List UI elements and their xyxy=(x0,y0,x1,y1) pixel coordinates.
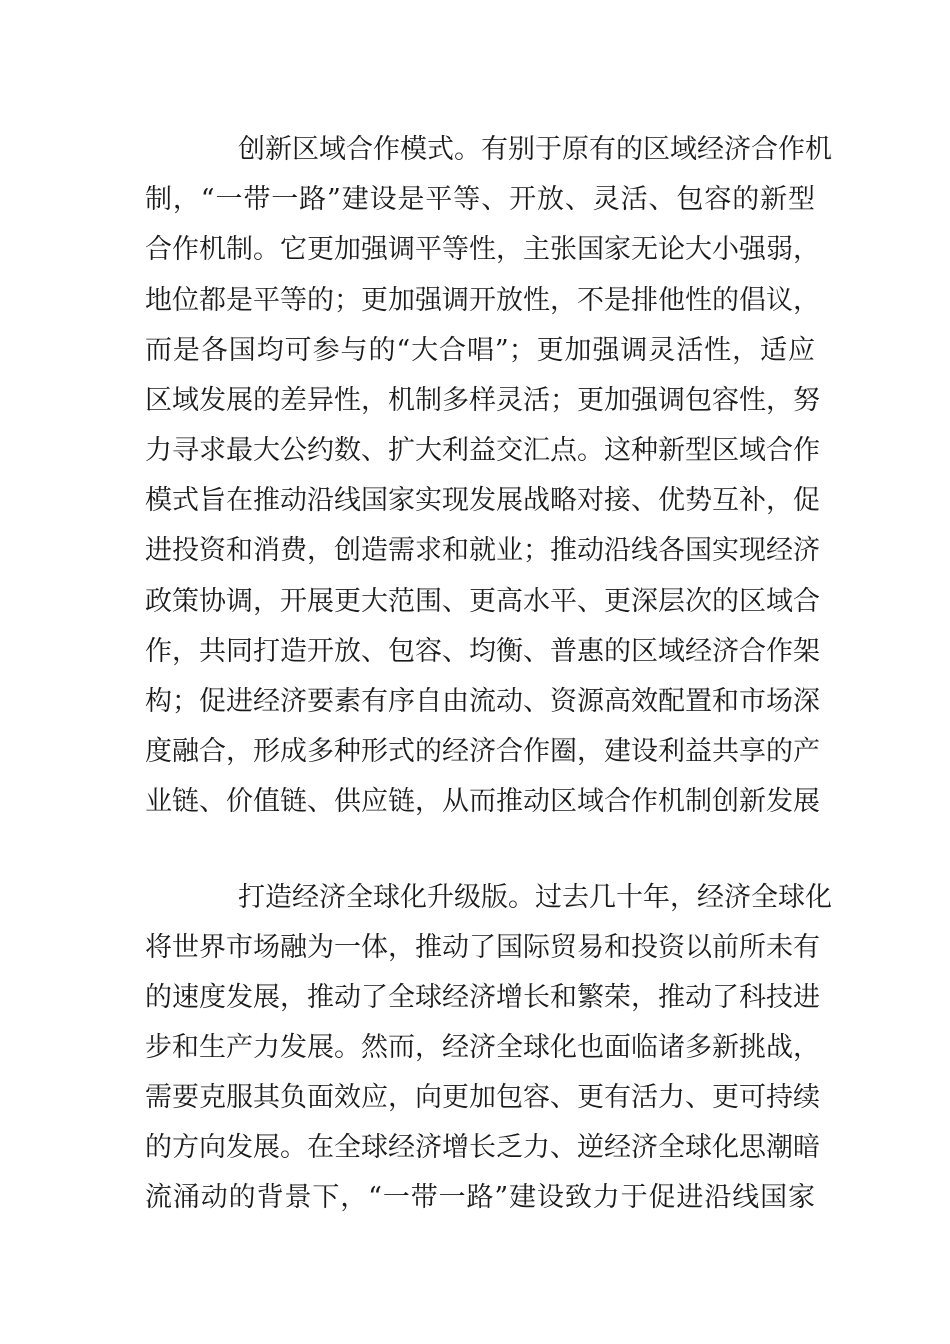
text-line: 模式旨在推动沿线国家实现发展战略对接、优势互补，促 xyxy=(145,485,820,516)
text-line: 区域发展的差异性，机制多样灵活；更加强调包容性，努 xyxy=(145,385,820,416)
text-line: 构；促进经济要素有序自由流动、资源高效配置和市场深 xyxy=(145,686,820,717)
text-line: 作，共同打造开放、包容、均衡、普惠的区域经济合作架 xyxy=(145,636,820,667)
text-line: 创新区域合作模式。有别于原有的区域经济合作机 xyxy=(238,134,832,165)
text-line: 的速度发展，推动了全球经济增长和繁荣，推动了科技进 xyxy=(145,982,820,1013)
text-line: 将世界市场融为一体，推动了国际贸易和投资以前所未有 xyxy=(145,932,820,963)
text-line: 打造经济全球化升级版。过去几十年，经济全球化 xyxy=(238,882,832,913)
text-line: 流涌动的背景下，“一带一路”建设致力于促进沿线国家 xyxy=(145,1182,815,1213)
text-line: 政策协调，开展更大范围、更高水平、更深层次的区域合 xyxy=(145,586,820,617)
text-line: 制，“一带一路”建设是平等、开放、灵活、包容的新型 xyxy=(145,184,815,215)
text-line: 力寻求最大公约数、扩大利益交汇点。这种新型区域合作 xyxy=(145,435,820,466)
text-line: 的方向发展。在全球经济增长乏力、逆经济全球化思潮暗 xyxy=(145,1132,820,1163)
text-line: 需要克服其负面效应，向更加包容、更有活力、更可持续 xyxy=(145,1082,820,1113)
text-line: 业链、价值链、供应链，从而推动区域合作机制创新发展 xyxy=(145,786,820,817)
text-line: 合作机制。它更加强调平等性，主张国家无论大小强弱， xyxy=(145,234,820,265)
text-line: 进投资和消费，创造需求和就业；推动沿线各国实现经济 xyxy=(145,535,820,566)
text-line: 地位都是平等的；更加强调开放性，不是排他性的倡议， xyxy=(145,285,820,316)
text-line: 而是各国均可参与的“大合唱”；更加强调灵活性，适应 xyxy=(145,335,815,366)
text-line: 步和生产力发展。然而，经济全球化也面临诸多新挑战， xyxy=(145,1032,820,1063)
text-line: 度融合，形成多种形式的经济合作圈，建设利益共享的产 xyxy=(145,736,820,767)
